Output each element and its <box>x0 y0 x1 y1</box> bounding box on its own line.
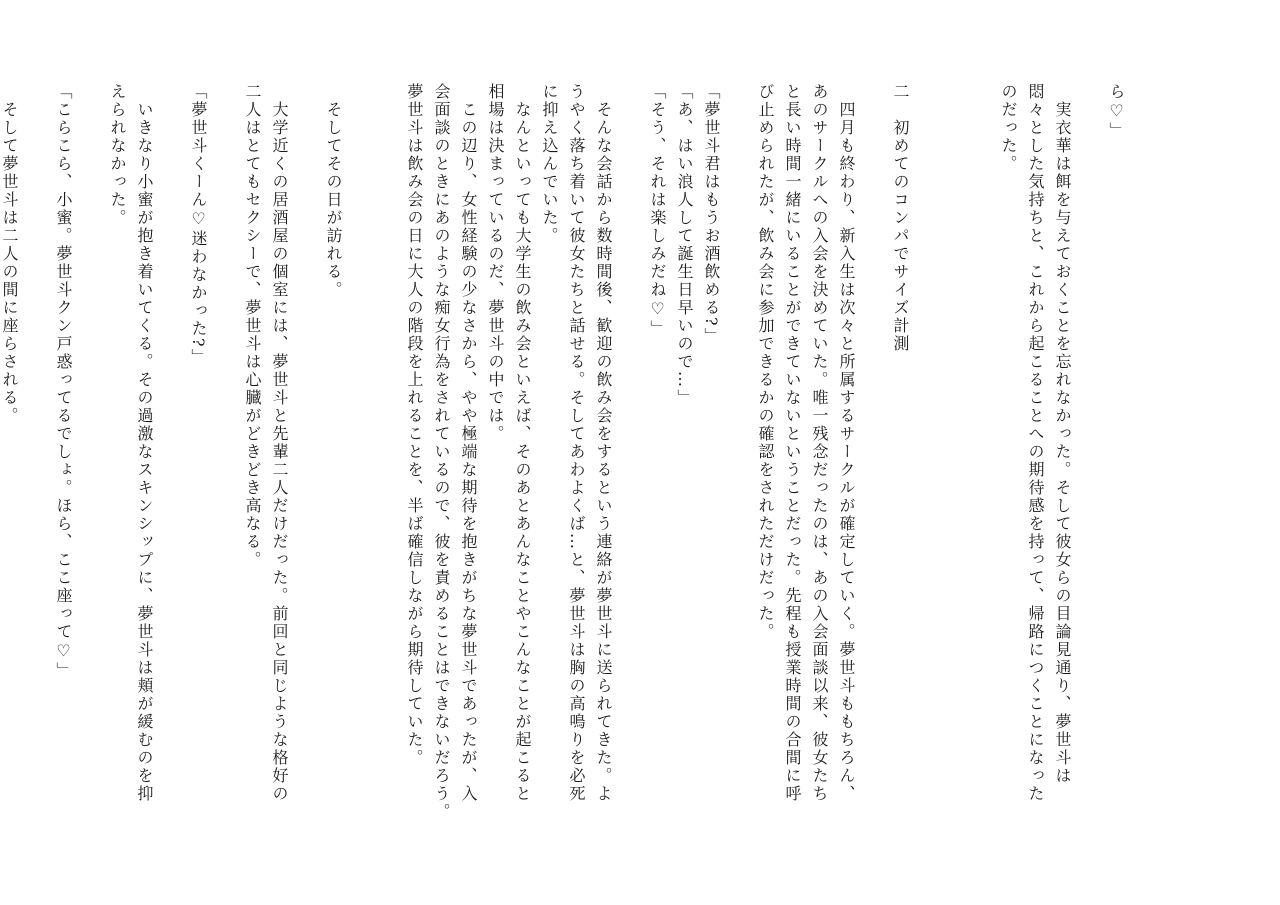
blank-line <box>347 83 374 843</box>
text-line: 「そう、それは楽しみだね♡」 <box>648 83 667 338</box>
blank-line <box>968 83 995 843</box>
blank-line <box>77 83 104 843</box>
text-line: 悶々とした気持ちと、これから起こることへの期待感を持って、帰路につくことになった <box>1026 83 1045 803</box>
blank-line <box>158 83 185 843</box>
text-line: 「あ、はい浪人して誕生日早いので…」 <box>675 83 694 407</box>
blank-line <box>1076 83 1103 843</box>
text-line: 大学近くの居酒屋の個室には、夢世斗と先輩二人だけだった。前回と同じような格好の <box>270 83 289 803</box>
blank-line <box>860 83 887 843</box>
blank-line <box>23 83 50 843</box>
text-line: いきなり小蜜が抱き着いてくる。その過激なスキンシップに、夢世斗は頬が緩むのを抑 <box>135 83 154 803</box>
text-line: なんといっても大学生の飲み会といえば、そのあとあんなことやこんなことが起こると <box>513 83 532 803</box>
text-line: そして夢世斗は二人の間に座らされる。 <box>0 83 19 425</box>
text-line: そしてその日が訪れる。 <box>324 83 343 299</box>
text-line: えられなかった。 <box>108 83 127 227</box>
blank-line <box>725 83 752 843</box>
text-line: 二 初めてのコンパでサイズ計測 <box>891 83 910 353</box>
text-line: 相場は決まっているのだ、夢世斗の中では。 <box>486 83 505 443</box>
text-line: び止められたが、飲み会に参加できるかの確認をされただけだった。 <box>756 83 775 641</box>
vertical-text-body <box>0 83 1130 843</box>
text-line: 夢世斗は飲み会の日に大人の階段を上れることを、半ば確信しながら期待していた。 <box>405 83 424 767</box>
text-line: と長い時間一緒にいることができていないということだった。先程も授業時間の合間に呼 <box>783 83 802 803</box>
text-line: 「こらこら、小蜜。夢世斗クン戸惑ってるでしょ。ほら、ここ座って♡」 <box>54 83 73 680</box>
text-line: 実衣華は餌を与えておくことを忘れなかった。そして彼女らの目論見通り、夢世斗は <box>1053 83 1072 785</box>
text-line: そんな会話から数時間後、歓迎の飲み会をするという連絡が夢世斗に送られてきた。よ <box>594 83 613 803</box>
text-line: 「夢世斗くーん♡迷わなかった?」 <box>189 83 208 367</box>
text-line: 二人はとてもセクシーで、夢世斗は心臓がどきどき高なる。 <box>243 83 262 569</box>
blank-line <box>941 83 968 843</box>
text-line: あのサークルへの入会を決めていた。唯一残念だったのは、あの入会面談以来、彼女たち <box>810 83 829 803</box>
text-line: 「夢世斗君はもうお酒飲める?」 <box>702 83 721 346</box>
blank-line <box>914 83 941 843</box>
text-line: 会面談のときにあのような痴女行為をされているので、彼を責めることはできないだろう。 <box>432 83 451 821</box>
blank-line <box>293 83 320 843</box>
blank-line <box>374 83 401 843</box>
blank-line <box>212 83 239 843</box>
text-line: に抑え込んでいた。 <box>540 83 559 245</box>
text-line: ら♡」 <box>1107 83 1126 140</box>
text-line: この辺り、女性経験の少なさから、やや極端な期待を抱きがちな夢世斗であったが、入 <box>459 83 478 803</box>
text-line: うやく落ち着いて彼女たちと話せる。そしてあわよくば…と、夢世斗は胸の高鳴りを必死 <box>567 83 586 803</box>
text-line: のだった。 <box>999 83 1018 173</box>
text-line: 四月も終わり、新入生は次々と所属するサークルが確定していく。夢世斗ももちろん、 <box>837 83 856 803</box>
blank-line <box>617 83 644 843</box>
